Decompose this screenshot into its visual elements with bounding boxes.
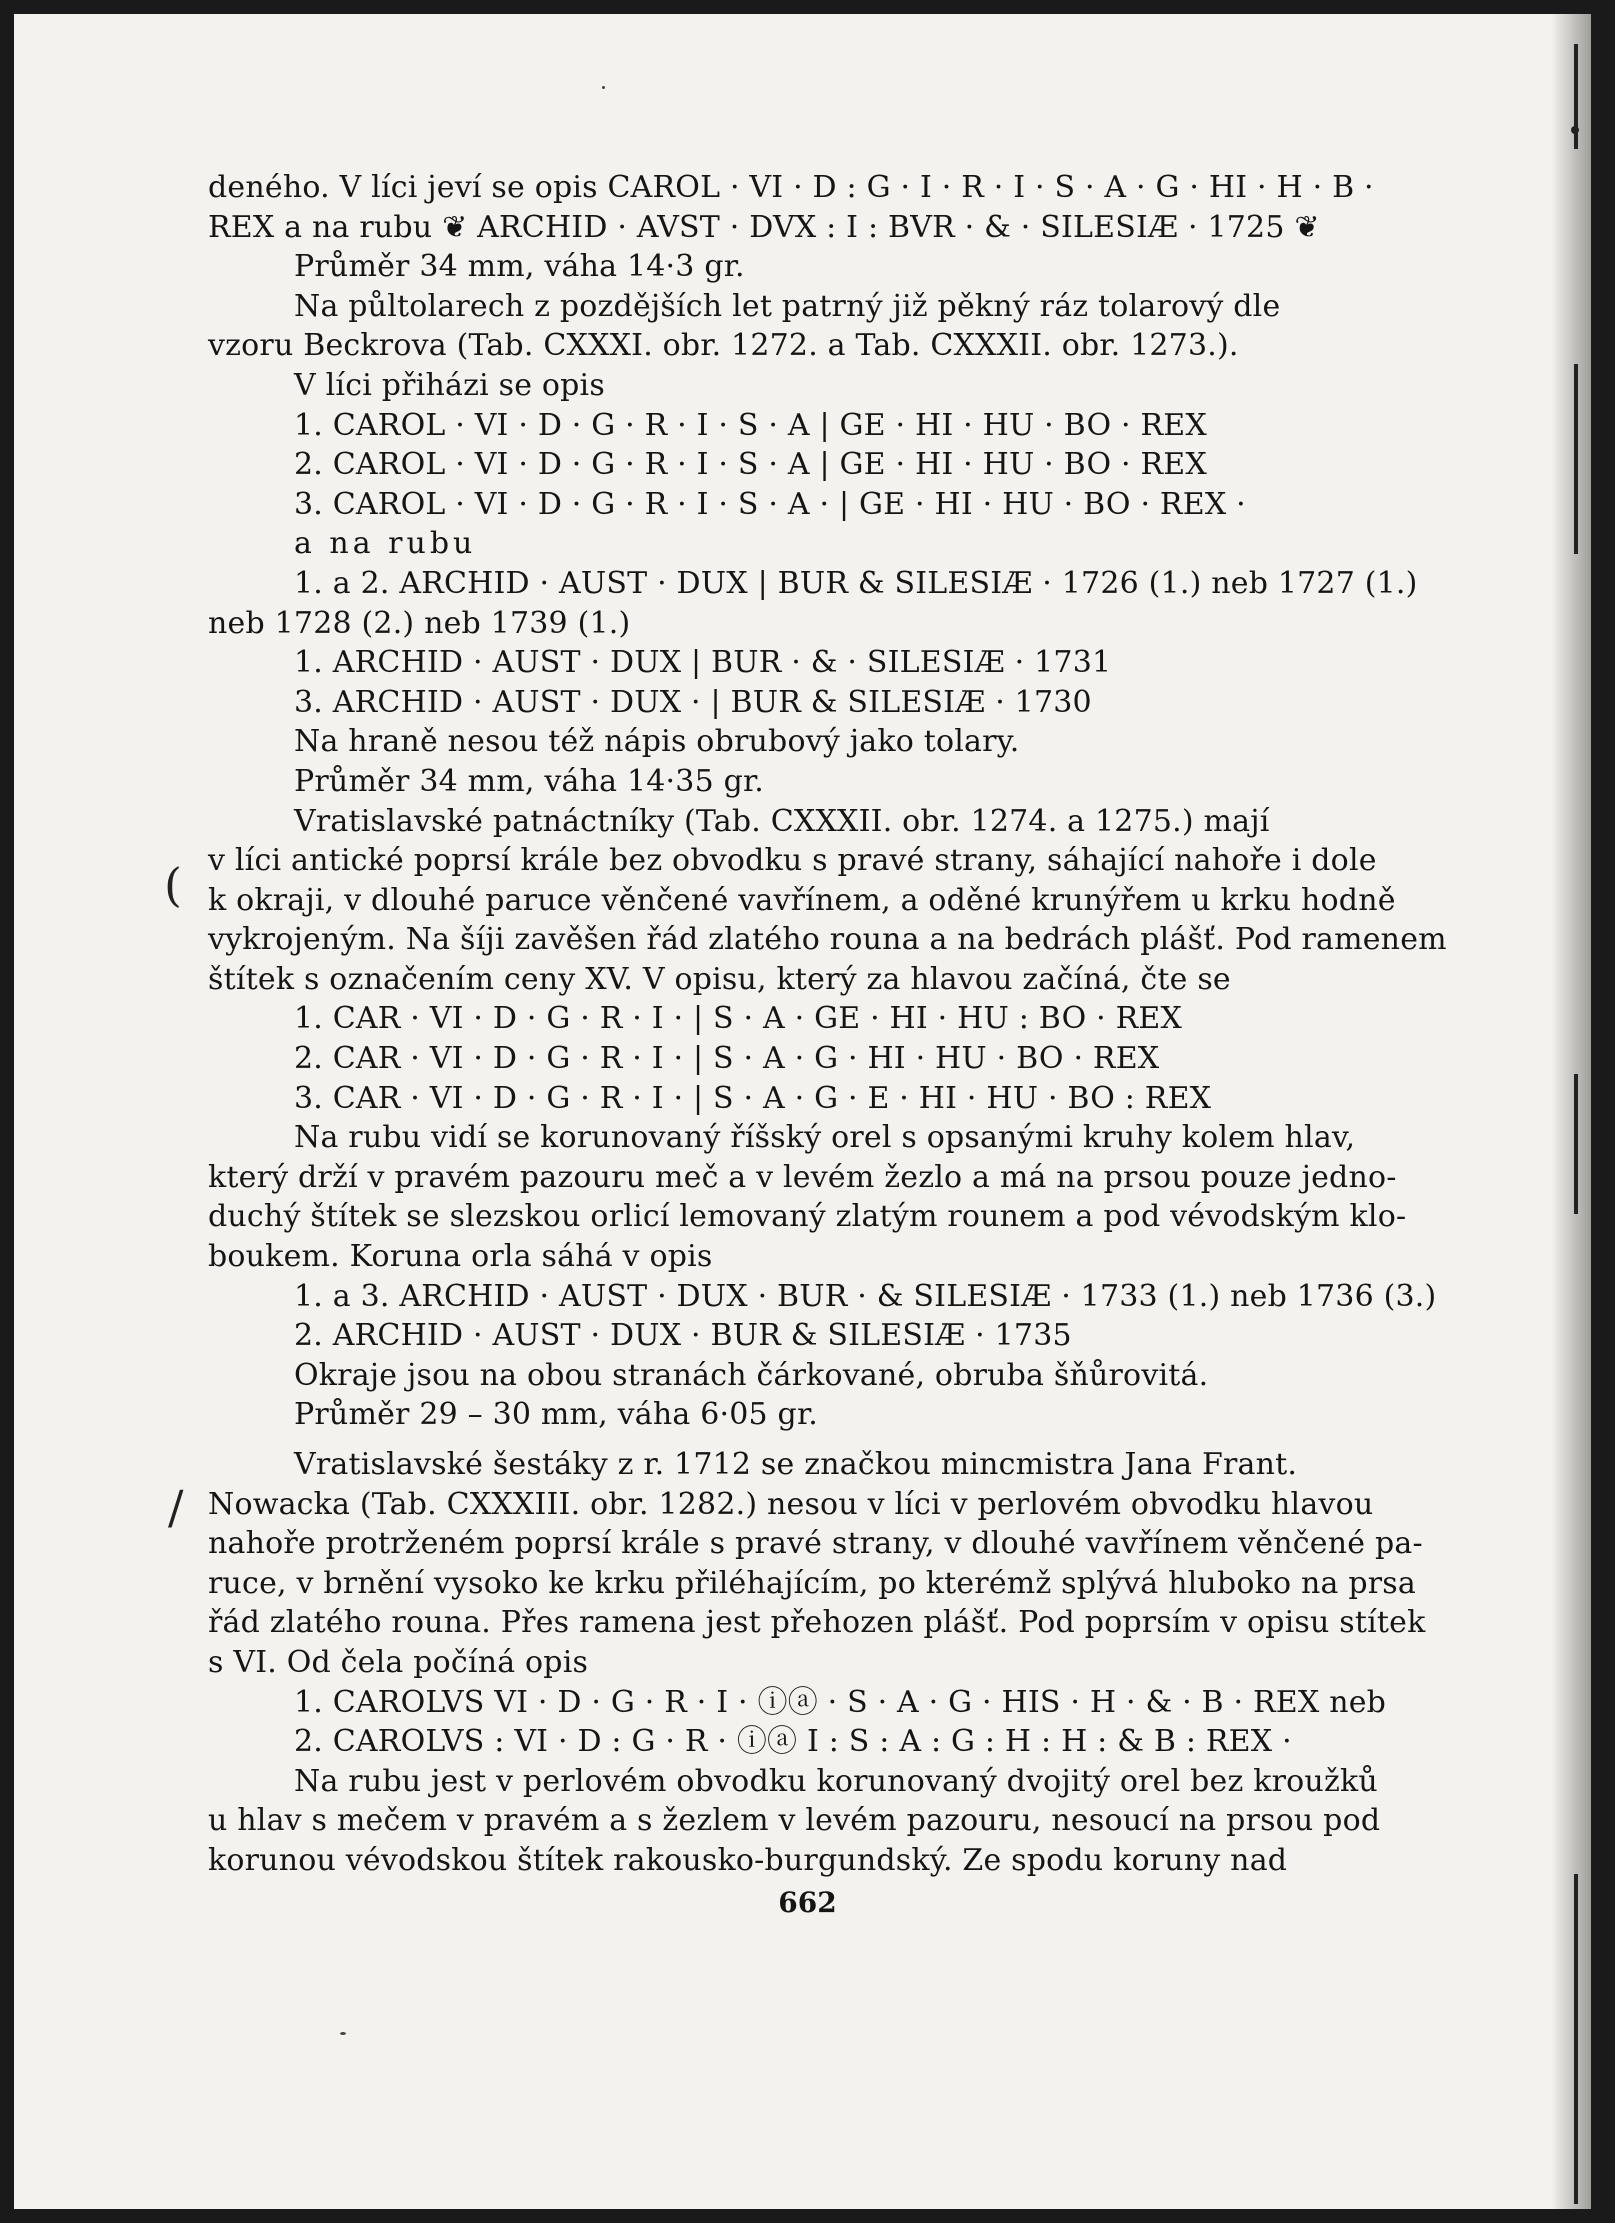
- text-line: k okraji, v dlouhé paruce věnčené vavřínem, a oděné krunýřem u krku hodně: [208, 882, 1396, 918]
- text-line: nahoře protrženém poprsí krále s pravé strany, v dlouhé vavřínem věnčené pa-: [208, 1526, 1423, 1562]
- text-line: Vratislavské šestáky z r. 1712 se značkou mincmistra Jana Frant.: [294, 1447, 1298, 1482]
- page-body-text: [208, 168, 1447, 1881]
- margin-mark: /: [168, 1480, 184, 1534]
- text-line: 1. ARCHID · AUST · DUX | BUR · & · SILESIÆ · 1731: [294, 645, 1112, 681]
- text-line: 1. a 2. ARCHID · AUST · DUX | BUR & SILESIÆ · 1726 (1.) neb 1727 (1.): [294, 565, 1418, 601]
- text-line: 3. CAR · VI · D · G · R · I · | S · A · G · E · HI · HU · BO : REX: [294, 1080, 1212, 1116]
- text-line: a na rubu: [294, 526, 477, 562]
- text-line: 3. CAROL · VI · D · G · R · I · S · A · | GE · HI · HU · BO · REX ·: [294, 486, 1246, 522]
- text-line: 2. CAROL · VI · D · G · R · I · S · A | GE · HI · HU · BO · REX: [294, 447, 1207, 483]
- text-line: v líci antické poprsí krále bez obvodku s pravé strany, sáhající nahoře i dole: [208, 843, 1377, 879]
- text-line: 2. CAR · VI · D · G · R · I · | S · A · G · HI · HU · BO · REX: [294, 1041, 1160, 1077]
- text-line: Na rubu vidí se korunovaný říšský orel s opsanými kruhy kolem hlav,: [294, 1120, 1356, 1156]
- text-line: ruce, v brnění vysoko ke krku přiléhajícím, po kterémž splývá hluboko na prsa: [208, 1565, 1416, 1601]
- text-line: Na půltolarech z pozdějších let patrný již pěkný ráz tolarový dle: [294, 288, 1281, 324]
- text-line: 1. a 3. ARCHID · AUST · DUX · BUR · & SILESIÆ · 1733 (1.) neb 1736 (3.): [294, 1278, 1437, 1314]
- page-edge-shadow: [1551, 14, 1591, 2209]
- text-line: vykrojeným. Na šíji zavěšen řád zlatého rouna a na bedrách plášť. Pod ramenem: [208, 922, 1447, 958]
- text-line: Na hraně nesou též nápis obrubový jako tolary.: [294, 724, 1020, 760]
- binding-mark: [1574, 364, 1578, 554]
- text-line: Průměr 29 – 30 mm, váha 6·05 gr.: [294, 1397, 818, 1433]
- text-line: 1. CAROLVS VI · D · G · R · I · ⓘⓐ · S · A · G · HIS · H · & · B · REX neb: [294, 1684, 1387, 1720]
- text-line: Průměr 34 mm, váha 14·3 gr.: [294, 249, 745, 285]
- text-line: korunou vévodskou štítek rakousko-burgundský. Ze spodu koruny nad: [208, 1842, 1288, 1878]
- paragraph-gap: [208, 1435, 1408, 1445]
- text-line: vzoru Beckrova (Tab. CXXXI. obr. 1272. a Tab. CXXXII. obr. 1273.).: [208, 328, 1239, 364]
- text-line: štítek s označením ceny XV. V opisu, který za hlavou začíná, čte se: [208, 961, 1231, 997]
- text-line: REX a na rubu ❦ ARCHID · AVST · DVX : I : BVR · & · SILESIÆ · 1725 ❦: [208, 209, 1320, 245]
- margin-mark: (: [164, 858, 182, 912]
- text-line: 3. ARCHID · AUST · DUX · | BUR & SILESIÆ · 1730: [294, 684, 1092, 720]
- text-line: který drží v pravém pazouru meč a v levém žezlo a má na prsou pouze jedno-: [208, 1159, 1397, 1195]
- print-speck: [340, 2032, 346, 2035]
- binding-mark: [1574, 1874, 1578, 2204]
- text-line: Na rubu jest v perlovém obvodku korunovaný dvojitý orel bez kroužků: [294, 1763, 1378, 1799]
- text-line: Vratislavské patnáctníky (Tab. CXXXII. obr. 1274. a 1275.) mají: [294, 803, 1270, 839]
- text-line: V líci přiházi se opis: [294, 367, 605, 403]
- text-line: 2. CAROLVS : VI · D : G · R · ⓘⓐ I : S : A : G : H : H : & B : REX ·: [294, 1724, 1292, 1760]
- text-line: Okraje jsou na obou stranách čárkované, obruba šňůrovitá.: [294, 1357, 1209, 1393]
- page-number: 662: [778, 1886, 837, 1919]
- text-line: 2. ARCHID · AUST · DUX · BUR & SILESIÆ · 1735: [294, 1318, 1072, 1354]
- text-line: řád zlatého rouna. Přes ramena jest přehozen plášť. Pod poprsím v opisu stítek: [208, 1605, 1426, 1641]
- binding-mark: [1574, 1074, 1578, 1214]
- print-speck: [602, 86, 605, 89]
- text-line: deného. V líci jeví se opis CAROL · VI · D : G · I · R · I · S · A · G · HI · H · B ·: [208, 170, 1374, 205]
- text-line: 1. CAROL · VI · D · G · R · I · S · A | GE · HI · HU · BO · REX: [294, 407, 1207, 443]
- binding-dot: [1571, 126, 1579, 134]
- text-line: Průměr 34 mm, váha 14·35 gr.: [294, 763, 764, 799]
- text-line: duchý štítek se slezskou orlicí lemovaný zlatým rounem a pod vévodským klo-: [208, 1199, 1407, 1235]
- text-line: Nowacka (Tab. CXXXIII. obr. 1282.) nesou v líci v perlovém obvodku hlavou: [208, 1486, 1374, 1522]
- text-line: 1. CAR · VI · D · G · R · I · | S · A · GE · HI · HU : BO · REX: [294, 1001, 1183, 1037]
- text-line: s VI. Od čela počíná opis: [208, 1644, 589, 1680]
- text-line: boukem. Koruna orla sáhá v opis: [208, 1239, 713, 1275]
- text-line: u hlav s mečem v pravém a s žezlem v levém pazouru, nesoucí na prsou pod: [208, 1803, 1381, 1839]
- text-line: neb 1728 (2.) neb 1739 (1.): [208, 605, 631, 641]
